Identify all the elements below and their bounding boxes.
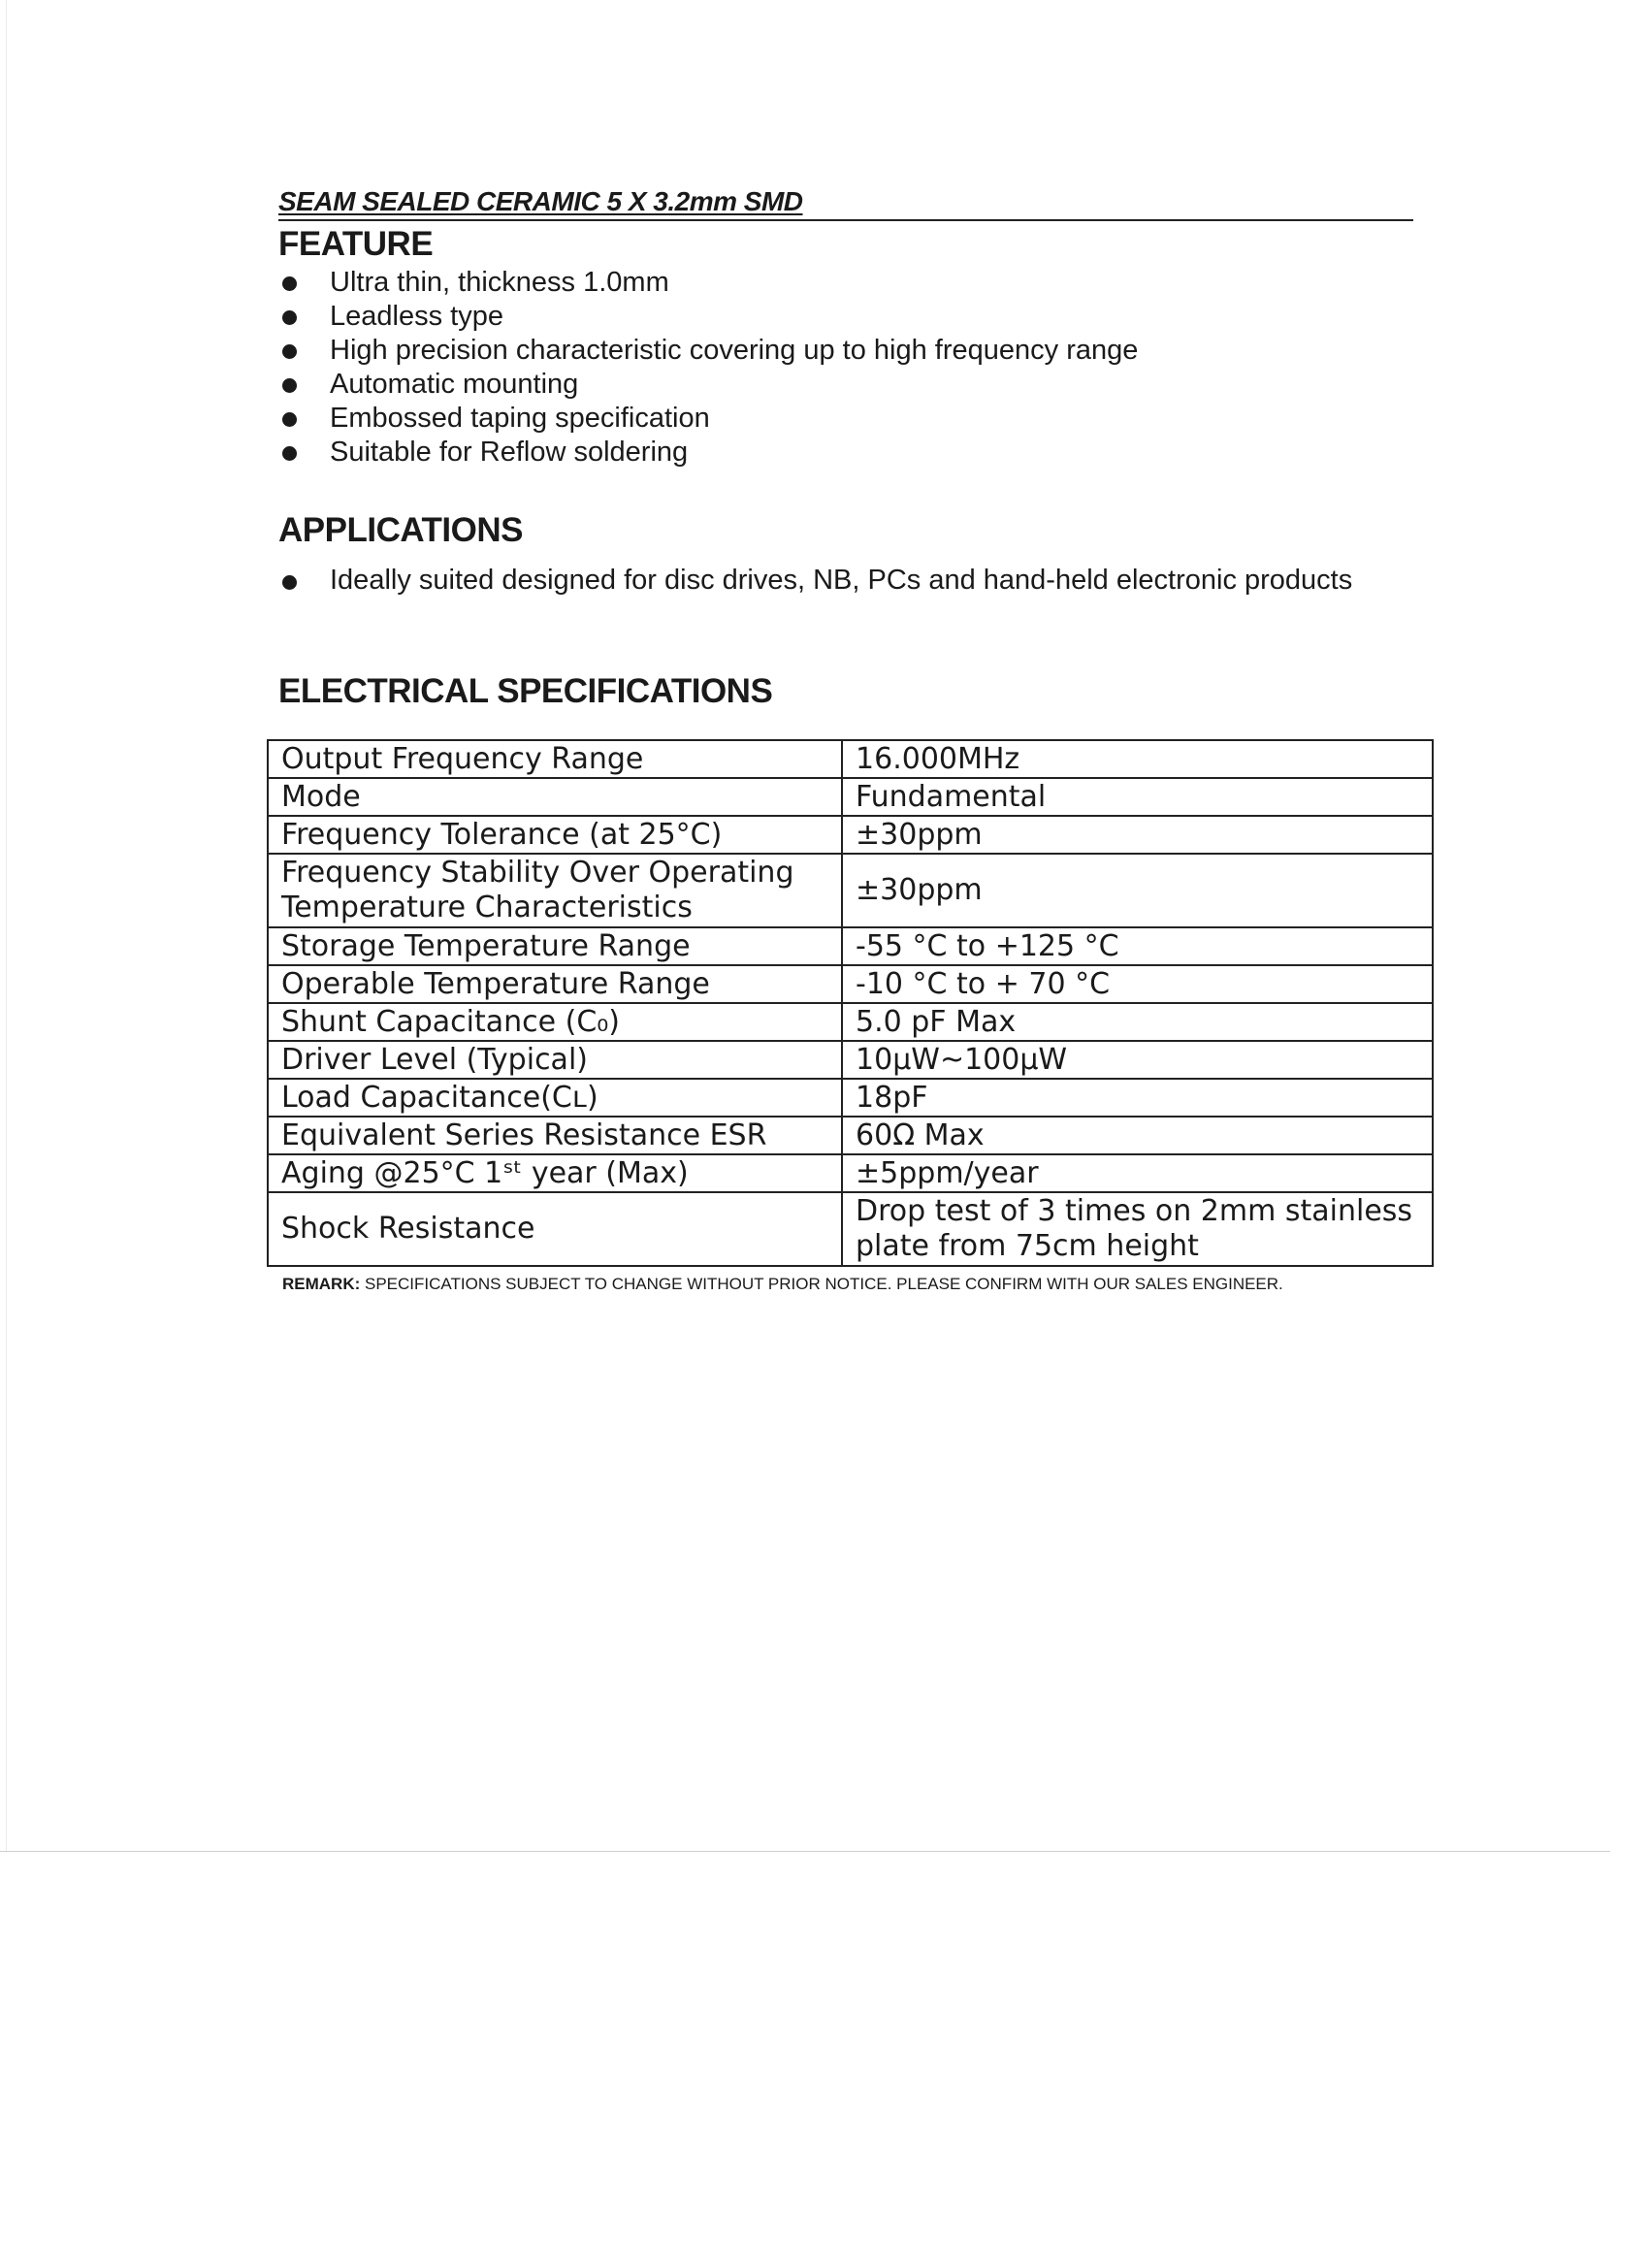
scan-edge-left xyxy=(6,0,7,1851)
spec-value: 18pF xyxy=(842,1079,1433,1117)
spec-value: Drop test of 3 times on 2mm stainless plate from 75cm height xyxy=(842,1192,1433,1266)
spec-param: Aging @25°C 1ˢᵗ year (Max) xyxy=(268,1154,842,1192)
table-row xyxy=(268,1079,1433,1117)
bullet-icon xyxy=(282,344,297,359)
spec-param: Shunt Capacitance (C₀) xyxy=(268,1003,842,1041)
table-row xyxy=(268,1192,1433,1266)
table-row xyxy=(268,854,1433,927)
spec-param: Shock Resistance xyxy=(268,1192,842,1266)
electrical-heading: ELECTRICAL SPECIFICATIONS xyxy=(278,672,773,710)
feature-text: Ultra thin, thickness 1.0mm xyxy=(330,267,669,298)
spec-param: Equivalent Series Resistance ESR xyxy=(268,1117,842,1154)
spec-param: Frequency Stability Over Operating Temperature Characteristics xyxy=(268,854,842,927)
spec-table xyxy=(267,739,1434,1267)
table-row xyxy=(268,816,1433,854)
list-item xyxy=(278,266,1138,300)
table-row xyxy=(268,927,1433,965)
list-item xyxy=(278,368,1138,402)
spec-value: 10μW~100μW xyxy=(842,1041,1433,1079)
feature-text: Automatic mounting xyxy=(330,369,579,400)
bullet-icon xyxy=(282,412,297,427)
spec-param: Mode xyxy=(268,778,842,816)
remark-text: SPECIFICATIONS SUBJECT TO CHANGE WITHOUT PRIOR NOTICE. PLEASE CONFIRM WITH OUR SALES ENGINEER. xyxy=(360,1275,1283,1293)
spec-param: Storage Temperature Range xyxy=(268,927,842,965)
scan-edge xyxy=(0,1851,1610,1852)
spec-param: Operable Temperature Range xyxy=(268,965,842,1003)
remark-label: REMARK: xyxy=(282,1275,361,1293)
list-item xyxy=(278,436,1138,470)
bullet-icon xyxy=(282,378,297,393)
bullet-icon xyxy=(282,310,297,325)
list-item xyxy=(278,334,1138,368)
applications-heading: APPLICATIONS xyxy=(278,511,523,549)
feature-text: Embossed taping specification xyxy=(330,403,710,434)
bullet-icon xyxy=(282,276,297,291)
spec-value: ±30ppm xyxy=(842,816,1433,854)
document-title: SEAM SEALED CERAMIC 5 X 3.2mm SMD xyxy=(278,186,803,216)
spec-value: -55 °C to +125 °C xyxy=(842,927,1433,965)
table-row xyxy=(268,1117,1433,1154)
spec-value: -10 °C to + 70 °C xyxy=(842,965,1433,1003)
feature-heading: FEATURE xyxy=(278,225,434,263)
spec-value: 60Ω Max xyxy=(842,1117,1433,1154)
applications-list xyxy=(278,564,1358,598)
table-row xyxy=(268,1154,1433,1192)
list-item xyxy=(278,300,1138,334)
table-row xyxy=(268,778,1433,816)
feature-text: Suitable for Reflow soldering xyxy=(330,437,689,468)
table-row xyxy=(268,965,1433,1003)
application-text: Ideally suited designed for disc drives, NB, PCs and hand-held electronic products xyxy=(330,565,1353,596)
spec-value: ±5ppm/year xyxy=(842,1154,1433,1192)
spec-param: Frequency Tolerance (at 25°C) xyxy=(268,816,842,854)
table-row xyxy=(268,740,1433,778)
title-rule xyxy=(278,219,1413,221)
bullet-icon xyxy=(282,446,297,461)
table-row xyxy=(268,1041,1433,1079)
spec-value: Fundamental xyxy=(842,778,1433,816)
bullet-icon xyxy=(282,575,297,590)
list-item xyxy=(278,402,1138,436)
list-item xyxy=(278,564,1358,598)
table-row xyxy=(268,1003,1433,1041)
spec-value: ±30ppm xyxy=(842,854,1433,927)
spec-value: 5.0 pF Max xyxy=(842,1003,1433,1041)
spec-param: Output Frequency Range xyxy=(268,740,842,778)
feature-text: High precision characteristic covering up to high frequency range xyxy=(330,335,1139,366)
feature-list xyxy=(278,266,1138,470)
remark-note xyxy=(282,1273,1359,1296)
feature-text: Leadless type xyxy=(330,301,503,332)
spec-value: 16.000MHz xyxy=(842,740,1433,778)
spec-param: Driver Level (Typical) xyxy=(268,1041,842,1079)
spec-param: Load Capacitance(Cʟ) xyxy=(268,1079,842,1117)
